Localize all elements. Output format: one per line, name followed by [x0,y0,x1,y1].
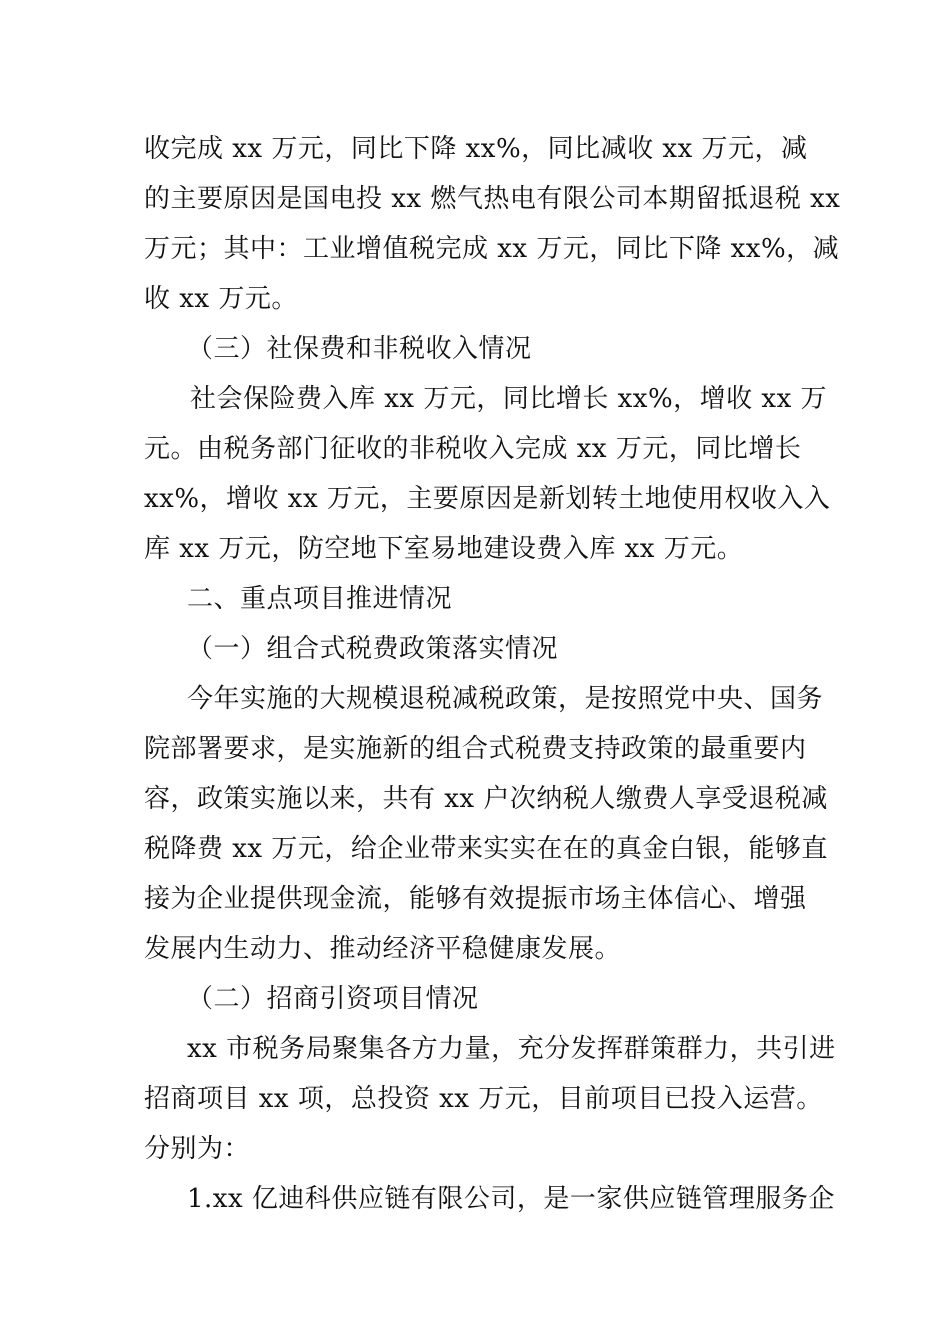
body-text-line: 万元；其中：工业增值税完成 xx 万元，同比下降 xx%，减 [144,234,840,264]
body-text-line: xx 市税务局聚集各方力量，充分发挥群策群力，共引进 [187,1034,836,1064]
chapter-heading: 二、重点项目推进情况 [187,584,453,614]
body-text-line: 税降费 xx 万元，给企业带来实实在在的真金白银，能够直 [144,834,828,864]
body-text-line: 收 xx 万元。 [144,284,298,314]
body-text-line: 社会保险费入库 xx 万元，同比增长 xx%，增收 xx 万 [190,384,828,414]
section-heading: （一）组合式税费政策落实情况 [187,634,559,664]
body-text-line: 元。由税务部门征收的非税收入完成 xx 万元，同比增长 [144,434,802,464]
section-heading: （二）招商引资项目情况 [187,984,479,1014]
body-text-line: 收完成 xx 万元，同比下降 xx%，同比减收 xx 万元，减 [144,134,808,164]
list-item-line: 1.xx 亿迪科供应链有限公司，是一家供应链管理服务企 [187,1184,835,1214]
body-text-line: 招商项目 xx 项，总投资 xx 万元，目前项目已投入运营。 [144,1084,823,1114]
section-heading: （三）社保费和非税收入情况 [187,334,532,364]
body-text-line: 库 xx 万元，防空地下室易地建设费入库 xx 万元。 [144,534,744,564]
body-text-line: 接为企业提供现金流，能够有效提振市场主体信心、增强 [144,884,807,914]
body-text-line: 发展内生动力、推动经济平稳健康发展。 [144,934,622,964]
body-text-line: 的主要原因是国电投 xx 燃气热电有限公司本期留抵退税 xx [144,184,841,214]
body-text-line: 今年实施的大规模退税减税政策，是按照党中央、国务 [187,684,824,714]
body-text-line: 分别为： [144,1134,251,1164]
body-text-line: xx%，增收 xx 万元，主要原因是新划转土地使用权收入入 [144,484,831,514]
body-text-line: 院部署要求，是实施新的组合式税费支持政策的最重要内 [144,734,807,764]
body-text-line: 容，政策实施以来，共有 xx 户次纳税人缴费人享受退税减 [144,784,828,814]
